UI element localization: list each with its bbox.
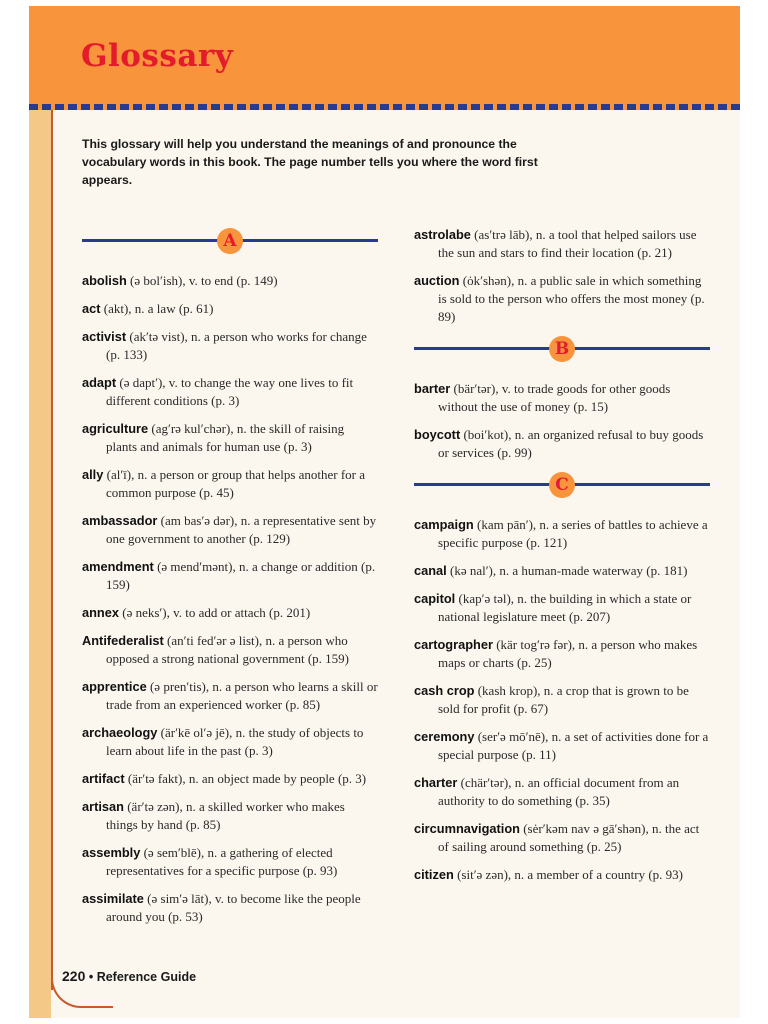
glossary-term: assembly — [82, 845, 141, 860]
glossary-term: canal — [414, 563, 447, 578]
right-column — [414, 226, 710, 894]
side-margin-rule — [51, 110, 53, 990]
glossary-definition: (am bas′ə dər), n. a representative sent by one government to another (p. 129) — [106, 513, 377, 546]
section-letter-a: A — [217, 228, 243, 254]
glossary-entry — [414, 516, 710, 552]
glossary-definition: (boi′kot), n. an organized refusal to buy goods or services (p. 99) — [438, 427, 704, 460]
glossary-term: ceremony — [414, 729, 475, 744]
footer-bullet: • — [85, 970, 97, 984]
glossary-entry — [414, 820, 710, 856]
glossary-definition: (ə dapt′), v. to change the way one lives to fit different conditions (p. 3) — [106, 375, 354, 408]
glossary-definition: (ə sim′ə lāt), v. to become like the people around you (p. 53) — [106, 891, 361, 924]
glossary-term: act — [82, 301, 101, 316]
glossary-entry — [82, 604, 378, 622]
glossary-definition: (ȯk′shən), n. a public sale in which something is sold to the person who offers the most money (p. 89) — [438, 273, 705, 324]
glossary-definition: (ə bol′ish), v. to end (p. 149) — [126, 273, 278, 288]
glossary-entry — [82, 272, 378, 290]
entry-list-b — [414, 380, 710, 462]
glossary-entry — [414, 866, 710, 884]
glossary-entry — [82, 420, 378, 456]
glossary-entry — [82, 678, 378, 714]
glossary-entry — [414, 590, 710, 626]
glossary-definition: (as′trə lāb), n. a tool that helped sailors use the sun and stars to find their location (p. 21) — [438, 227, 697, 260]
glossary-term: capitol — [414, 591, 456, 606]
entry-list-a-continued — [414, 226, 710, 326]
glossary-entry — [82, 328, 378, 364]
glossary-term: astrolabe — [414, 227, 471, 242]
footer-label: Reference Guide — [96, 970, 197, 984]
glossary-term: activist — [82, 329, 127, 344]
glossary-entry — [414, 272, 710, 326]
glossary-definition: (ag′rə kul′chər), n. the skill of raising plants and animals for human use (p. 3) — [106, 421, 345, 454]
glossary-entry — [82, 512, 378, 548]
glossary-term: citizen — [414, 867, 454, 882]
glossary-entry — [82, 558, 378, 594]
glossary-entry — [414, 426, 710, 462]
glossary-term: campaign — [414, 517, 474, 532]
glossary-term: Antifederalist — [82, 633, 164, 648]
glossary-definition: (kam pān′), n. a series of battles to achieve a specific purpose (p. 121) — [438, 517, 708, 550]
glossary-term: assimilate — [82, 891, 144, 906]
page-number: 220 — [62, 968, 86, 984]
header-banner — [29, 6, 740, 104]
glossary-entry — [82, 300, 378, 318]
glossary-term: agriculture — [82, 421, 149, 436]
glossary-term: amendment — [82, 559, 154, 574]
glossary-entry — [414, 636, 710, 672]
glossary-term: auction — [414, 273, 460, 288]
dashed-divider — [29, 104, 740, 110]
glossary-definition: (akt), n. a law (p. 61) — [100, 301, 214, 316]
glossary-term: ally — [82, 467, 104, 482]
section-letter-c: C — [549, 472, 575, 498]
left-column — [82, 224, 378, 936]
glossary-definition: (al′ī), n. a person or group that helps another for a common purpose (p. 45) — [103, 467, 366, 500]
glossary-term: artifact — [82, 771, 125, 786]
glossary-definition: (är′tə fakt), n. an object made by people (p. 3) — [124, 771, 367, 786]
intro-paragraph: This glossary will help you understand the meanings of and pronounce the vocabulary words in this book. The page number tells you where the word first appears. — [82, 137, 538, 187]
glossary-entry — [82, 770, 378, 788]
entry-list-c — [414, 516, 710, 884]
glossary-entry — [82, 844, 378, 880]
glossary-entry — [82, 798, 378, 834]
glossary-entry — [414, 226, 710, 262]
glossary-definition: (sit′ə zən), n. a member of a country (p. 93) — [453, 867, 684, 882]
page-footer — [62, 968, 196, 984]
glossary-term: artisan — [82, 799, 124, 814]
glossary-entry — [414, 562, 710, 580]
glossary-definition: (sėr′kəm nav ə gā′shən), n. the act of sailing around something (p. 25) — [438, 821, 700, 854]
glossary-definition: (ə neks′), v. to add or attach (p. 201) — [119, 605, 311, 620]
glossary-definition: (ə pren′tis), n. a person who learns a skill or trade from an experienced worker (p. 85) — [106, 679, 378, 712]
glossary-entry — [414, 380, 710, 416]
glossary-term: apprentice — [82, 679, 147, 694]
glossary-definition: (chär′tər), n. an official document from an authority to do something (p. 35) — [438, 775, 680, 808]
glossary-term: circumnavigation — [414, 821, 520, 836]
glossary-page — [29, 6, 740, 1018]
glossary-definition: (ə sem′blē), n. a gathering of elected representatives for a specific purpose (p. 93) — [106, 845, 338, 878]
section-divider-c — [414, 472, 710, 498]
glossary-entry — [414, 728, 710, 764]
glossary-term: abolish — [82, 273, 127, 288]
glossary-entry — [82, 374, 378, 410]
section-divider-b — [414, 336, 710, 362]
glossary-entry — [414, 682, 710, 718]
side-margin-band — [29, 110, 51, 1018]
glossary-definition: (bär′tər), v. to trade goods for other goods without the use of money (p. 15) — [438, 381, 671, 414]
glossary-term: charter — [414, 775, 458, 790]
glossary-term: annex — [82, 605, 119, 620]
section-divider-a — [82, 228, 378, 254]
entry-list-a — [82, 272, 378, 926]
glossary-term: cartographer — [414, 637, 493, 652]
glossary-definition: (är′tə zən), n. a skilled worker who makes things by hand (p. 85) — [106, 799, 345, 832]
glossary-entry — [82, 890, 378, 926]
glossary-term: cash crop — [414, 683, 475, 698]
glossary-term: ambassador — [82, 513, 158, 528]
glossary-term: boycott — [414, 427, 461, 442]
page-title: Glossary — [81, 38, 234, 74]
glossary-entry — [82, 632, 378, 668]
glossary-definition: (är′kē ol′ə jē), n. the study of objects to learn about life in the past (p. 3) — [106, 725, 364, 758]
glossary-definition: (ə mend′mənt), n. a change or addition (p. 159) — [106, 559, 376, 592]
glossary-term: archaeology — [82, 725, 158, 740]
glossary-term: barter — [414, 381, 451, 396]
glossary-entry — [82, 466, 378, 502]
glossary-definition: (ak′tə vist), n. a person who works for change (p. 133) — [106, 329, 367, 362]
glossary-definition: (kə nal′), n. a human-made waterway (p. 181) — [446, 563, 688, 578]
glossary-definition: (kash krop), n. a crop that is grown to be sold for profit (p. 67) — [438, 683, 689, 716]
glossary-definition: (ser′ə mō′nē), n. a set of activities done for a special purpose (p. 11) — [438, 729, 709, 762]
glossary-definition: (kap′ə təl), n. the building in which a state or national legislature meet (p. 207) — [438, 591, 692, 624]
section-letter-b: B — [549, 336, 575, 362]
glossary-definition: (an′ti fed′ər ə list), n. a person who opposed a strong national government (p. 159) — [106, 633, 349, 666]
glossary-entry — [414, 774, 710, 810]
glossary-definition: (kär tog′rə fər), n. a person who makes maps or charts (p. 25) — [438, 637, 698, 670]
glossary-entry — [82, 724, 378, 760]
glossary-term: adapt — [82, 375, 117, 390]
